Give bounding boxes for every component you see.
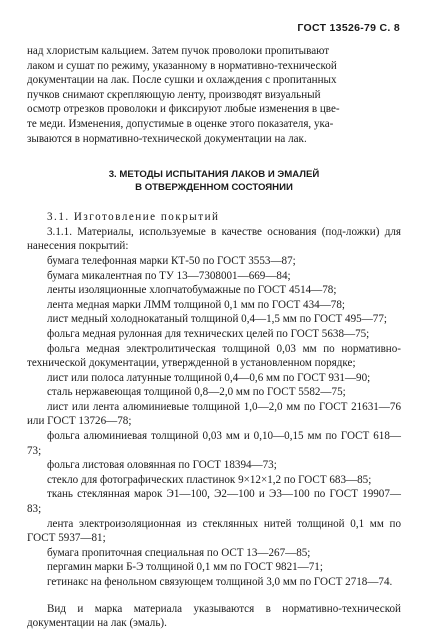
intro-paragraph — [27, 44, 401, 146]
list-item: ткань стеклянная марок Э1—100, Э2—100 и Э3—100 по ГОСТ 19907—83; — [27, 488, 401, 516]
list-item: лист медный холоднокатаный толщиной 0,4—1,5 мм по ГОСТ 495—77; — [47, 313, 387, 326]
list-item: стекло для фотографических пластинок 9×12×1,2 по ГОСТ 683—85; — [47, 473, 372, 486]
list-item: гетинакс на фенольном связующем толщиной 3,0 мм по ГОСТ 2718—74. — [47, 576, 393, 588]
list-item: лист или лента алюминиевые толщиной 1,0—2,0 мм по ГОСТ 21631—76 или ГОСТ 13726—78; — [27, 400, 401, 428]
list-item: фольга медная рулонная для технических целей по ГОСТ 5638—75; — [47, 327, 370, 340]
section-heading-line: 3. МЕТОДЫ ИСПЫТАНИЯ ЛАКОВ И ЭМАЛЕЙ — [108, 169, 320, 181]
list-item: фольга медная электролитическая толщиной 0,03 мм по нормативно-технической документации, утвержденной в установленном порядке; — [27, 342, 401, 370]
closing-paragraph: Вид и марка материала указываются в нормативно-технической документации на лак (эмаль). — [27, 602, 401, 630]
list-item: бумага микалентная по ТУ 13—7308001—669—84; — [47, 269, 291, 282]
text-line: лаком и сушат по режиму, указанному в нормативно-технической — [27, 59, 337, 72]
document-body — [27, 44, 401, 642]
list-item: бумага телефонная марки КТ-50 по ГОСТ 3553—87; — [47, 254, 296, 267]
text-line: пучков снимают скрепляющую ленту, производят визуальный — [27, 88, 321, 101]
list-item: сталь нержавеющая толщиной 0,8—2,0 мм по ГОСТ 5582—75; — [47, 386, 346, 399]
list-item: бумага пропиточная специальная по ОСТ 13—267—85; — [47, 546, 311, 559]
page-header: ГОСТ 13526-79 С. 8 — [297, 22, 400, 34]
list-item: лист или полоса латунные толщиной 0,4—0,6 мм по ГОСТ 931—90; — [47, 371, 371, 384]
text-line: над хлористым кальцием. Затем пучок проволоки пропитывают — [27, 45, 330, 57]
materials-list — [27, 254, 401, 590]
list-item: фольга алюминиевая толщиной 0,03 мм и 0,10—0,15 мм по ГОСТ 618—73; — [27, 430, 401, 457]
text-line: те меди. Изменения, допустимые в оценке этого показателя, ука- — [27, 117, 334, 130]
list-item: лента электроизоляционная из стеклянных нитей толщиной 0,1 мм по ГОСТ 5937—81; — [27, 517, 401, 545]
list-item: ленты изоляционные хлопчатобумажные по ГОСТ 4514—78; — [47, 284, 337, 297]
text-line: осмотр отрезков проволоки и фиксируют любые изменения в цве- — [27, 103, 340, 116]
section-heading — [27, 168, 401, 194]
text-line: документации на лак. После сушки и охлаждения с пропитанных — [27, 74, 337, 87]
subsection-title: 3.1. Изготовление покрытий — [47, 211, 220, 224]
list-item: лента медная марки ЛММ толщиной 0,1 мм по ГОСТ 434—78; — [47, 298, 345, 311]
section-heading-line: В ОТВЕРЖДЕННОМ СОСТОЯНИИ — [135, 182, 293, 194]
list-item: пергамин марки Б-Э толщиной 0,1 мм по ГОСТ 9821—71; — [47, 561, 323, 574]
text-line: зываются в нормативно-технической документации на лак. — [27, 132, 307, 145]
list-item: фольга листовая оловянная по ГОСТ 18394—73; — [47, 459, 277, 472]
clause-3-1-1: 3.1.1. Материалы, используемые в качестве основания (под-ложки) для нанесения покрытий: — [27, 225, 401, 253]
